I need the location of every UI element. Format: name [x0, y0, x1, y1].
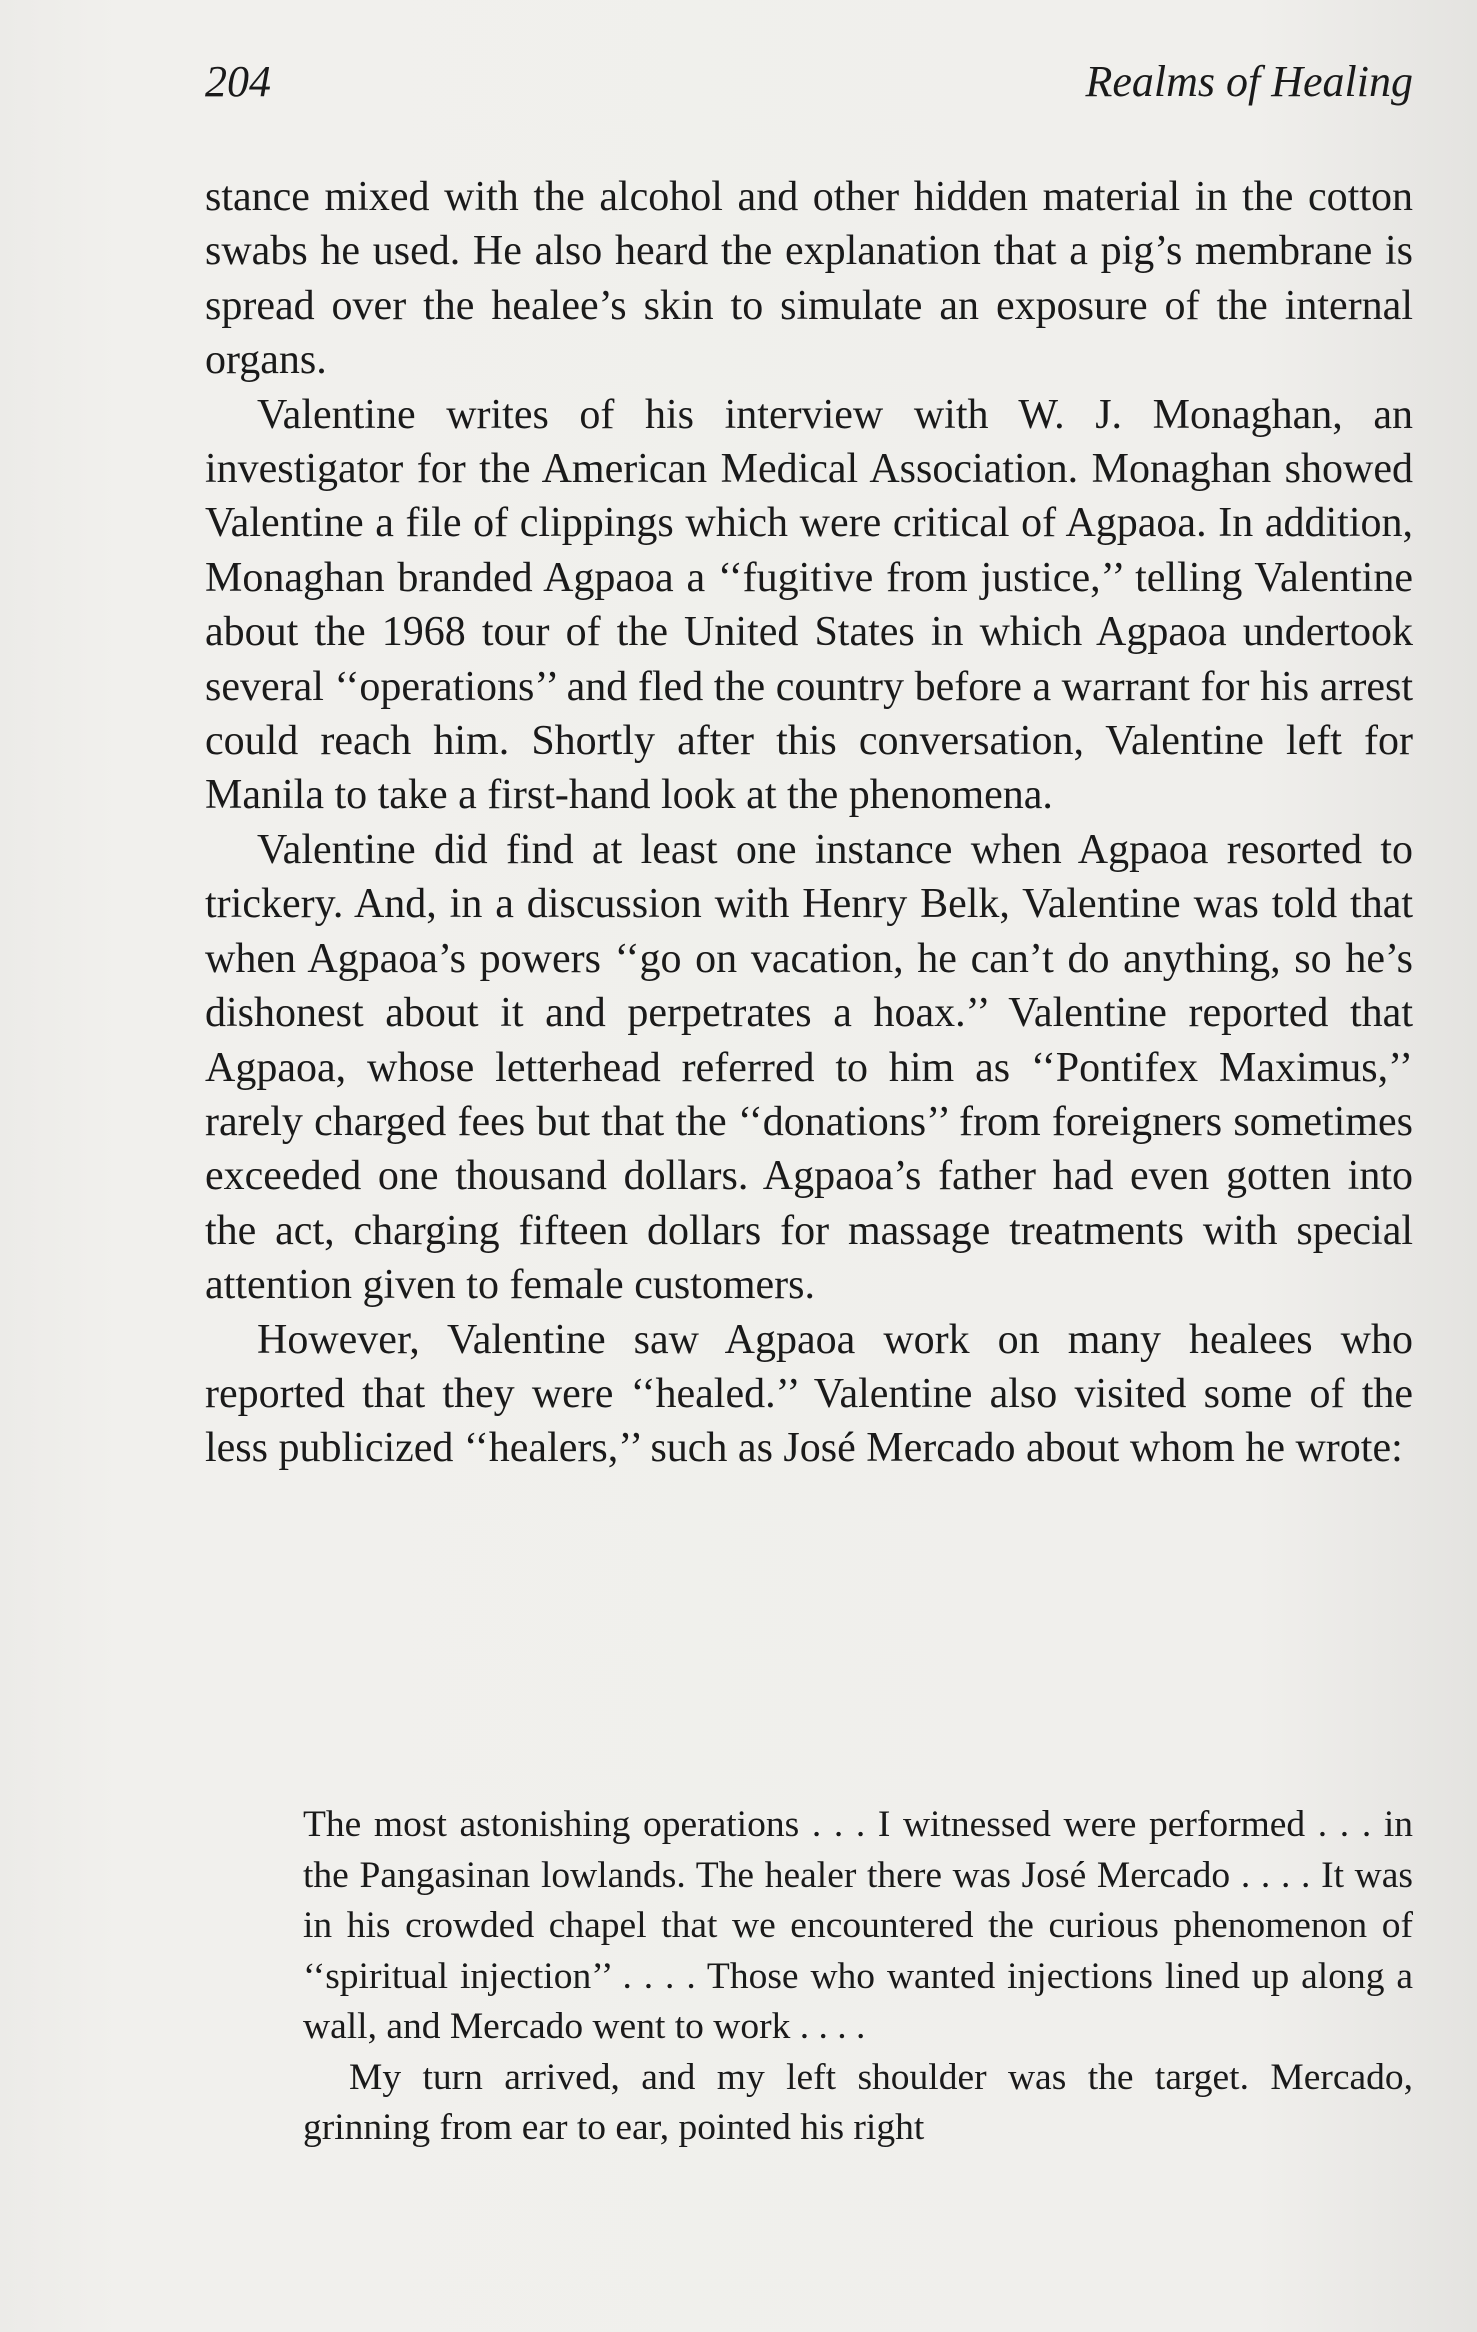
running-head: Realms of Healing — [1085, 57, 1413, 106]
quote-paragraph-operations: The most astonishing operations . . . I witnessed were performed . . . in the Pangasinan lowlands. The healer there was José Mercado . . . . It was in his crowded chapel that we encountered the curious phenomenon of ‘‘spiritual injection’’ . . . . Those who wanted injections lined up along a wall, and Mercado went to work . . . . — [303, 1804, 1413, 2047]
paragraph-continuation: stance mixed with the alcohol and other hidden material in the cotton swabs he used. He also heard the explanation that a pig’s membrane is spread over the healee’s skin to simulate an exposure of the internal organs. — [205, 174, 1413, 384]
page-header — [205, 52, 1413, 112]
paragraph-monaghan-interview: Valentine writes of his interview with W. J. Monaghan, an investigator for the American Medical Association. Monaghan showed Valentine a file of clippings which were critical of Agpaoa. In addition, Monaghan branded Agpaoa a ‘‘fugitive from justice,’’ telling Valentine about the 1968 tour of the United States in which Agpaoa undertook several ‘‘operations’’ and fled the country before a warrant for his arrest could reach him. Shortly after this conversation, Valentine left for Manila to take a first-hand look at the phenomena. — [205, 391, 1413, 819]
page-number: 204 — [205, 57, 271, 106]
body-text — [205, 170, 1413, 1476]
block-quote — [303, 1800, 1413, 2154]
quote-paragraph-shoulder: My turn arrived, and my left shoulder was the target. Mercado, grinning from ear to ear, pointed his right — [303, 2056, 1413, 2148]
paragraph-healers: However, Valentine saw Agpaoa work on many healees who reported that they were ‘‘healed.’’ Valentine also visited some of the less publicized ‘‘healers,’’ such as José Mercado about whom he wrote: — [205, 1316, 1413, 1472]
paragraph-trickery: Valentine did find at least one instance when Agpaoa resorted to trickery. And, in a discussion with Henry Belk, Valentine was told that when Agpaoa’s powers ‘‘go on vacation, he can’t do anything, so he’s dishonest about it and perpetrates a hoax.’’ Valentine reported that Agpaoa, whose letterhead referred to him as ‘‘Pontifex Maximus,’’ rarely charged fees but that the ‘‘donations’’ from foreigners sometimes exceeded one thousand dollars. Agpaoa’s father had even gotten into the act, charging fifteen dollars for massage treatments with special attention given to female customers. — [205, 826, 1413, 1309]
